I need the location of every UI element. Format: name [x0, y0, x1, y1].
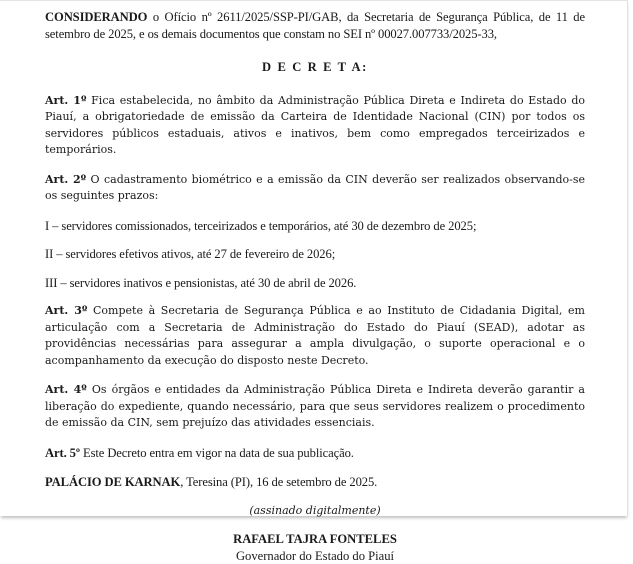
signature-note: (assinado digitalmente): [45, 503, 585, 520]
article-5-label: Art. 5º: [45, 446, 80, 460]
deadline-item-2: II – servidores efetivos ativos, até 27 de fevereiro de 2026;: [45, 246, 585, 263]
closing-line: [45, 474, 585, 491]
article-2-label: Art. 2º: [45, 173, 86, 186]
article-4-text: Os órgãos e entidades da Administração Pública Direta e Indireta deverão garantir a liberação do expediente, quando necessário, para que seus servidores realizem o procedimento de emissão da CIN, sem prejuízo das atividades essenciais.: [45, 383, 585, 429]
considerando-lead: CONSIDERANDO: [45, 10, 147, 24]
deadline-item-1: I – servidores comissionados, terceirizados e temporários, até 30 de dezembro de 2025;: [45, 218, 585, 235]
article-4-label: Art. 4º: [45, 383, 87, 396]
article-1-label: Art. 1º: [45, 94, 86, 107]
article-3-text: Compete à Secretaria de Segurança Pública e ao Instituto de Cidadania Digital, em articulação com a Secretaria de Administração do Estado do Piauí (SEAD), adotar as providências necessárias para assegurar a ampla divulgação, o suporte operacional e o acompanhamento da execução do disposto neste Decreto.: [45, 304, 585, 367]
article-5-text: Este Decreto entra em vigor na data de sua publicação.: [80, 446, 354, 460]
document-body: [45, 9, 585, 564]
article-5: [45, 445, 585, 462]
signatory-name: RAFAEL TAJRA FONTELES: [45, 531, 585, 548]
considerando-paragraph: [45, 9, 585, 42]
article-2-text: O cadastramento biométrico e a emissão da CIN deverão ser realizados observando-se os seguintes prazos:: [45, 173, 585, 203]
signatory-role: Governador do Estado do Piauí: [45, 548, 585, 564]
closing-text: , Teresina (PI), 16 de setembro de 2025.: [180, 475, 377, 489]
decreta-heading: D E C R E T A:: [45, 59, 585, 76]
article-1: [45, 93, 585, 159]
deadline-item-3: III – servidores inativos e pensionistas, até 30 de abril de 2026.: [45, 275, 585, 292]
article-3: [45, 303, 585, 369]
article-3-label: Art. 3º: [45, 304, 87, 317]
article-2: [45, 172, 585, 205]
article-4: [45, 382, 585, 432]
considerando-text: o Ofício nº 2611/2025/SSP-PI/GAB, da Secretaria de Segurança Pública, de 11 de setembro de 2025, e os demais documentos que constam no SEI nº 00027.007733/2025-33,: [45, 10, 585, 41]
article-1-text: Fica estabelecida, no âmbito da Administração Pública Direta e Indireta do Estado do Piauí, a obrigatoriedade de emissão da Carteira de Identidade Nacional (CIN) por todos os servidores públicos estaduais, ativos e inativos, bem como empregados terceirizados e temporários.: [45, 94, 585, 157]
closing-place: PALÁCIO DE KARNAK: [45, 475, 180, 489]
